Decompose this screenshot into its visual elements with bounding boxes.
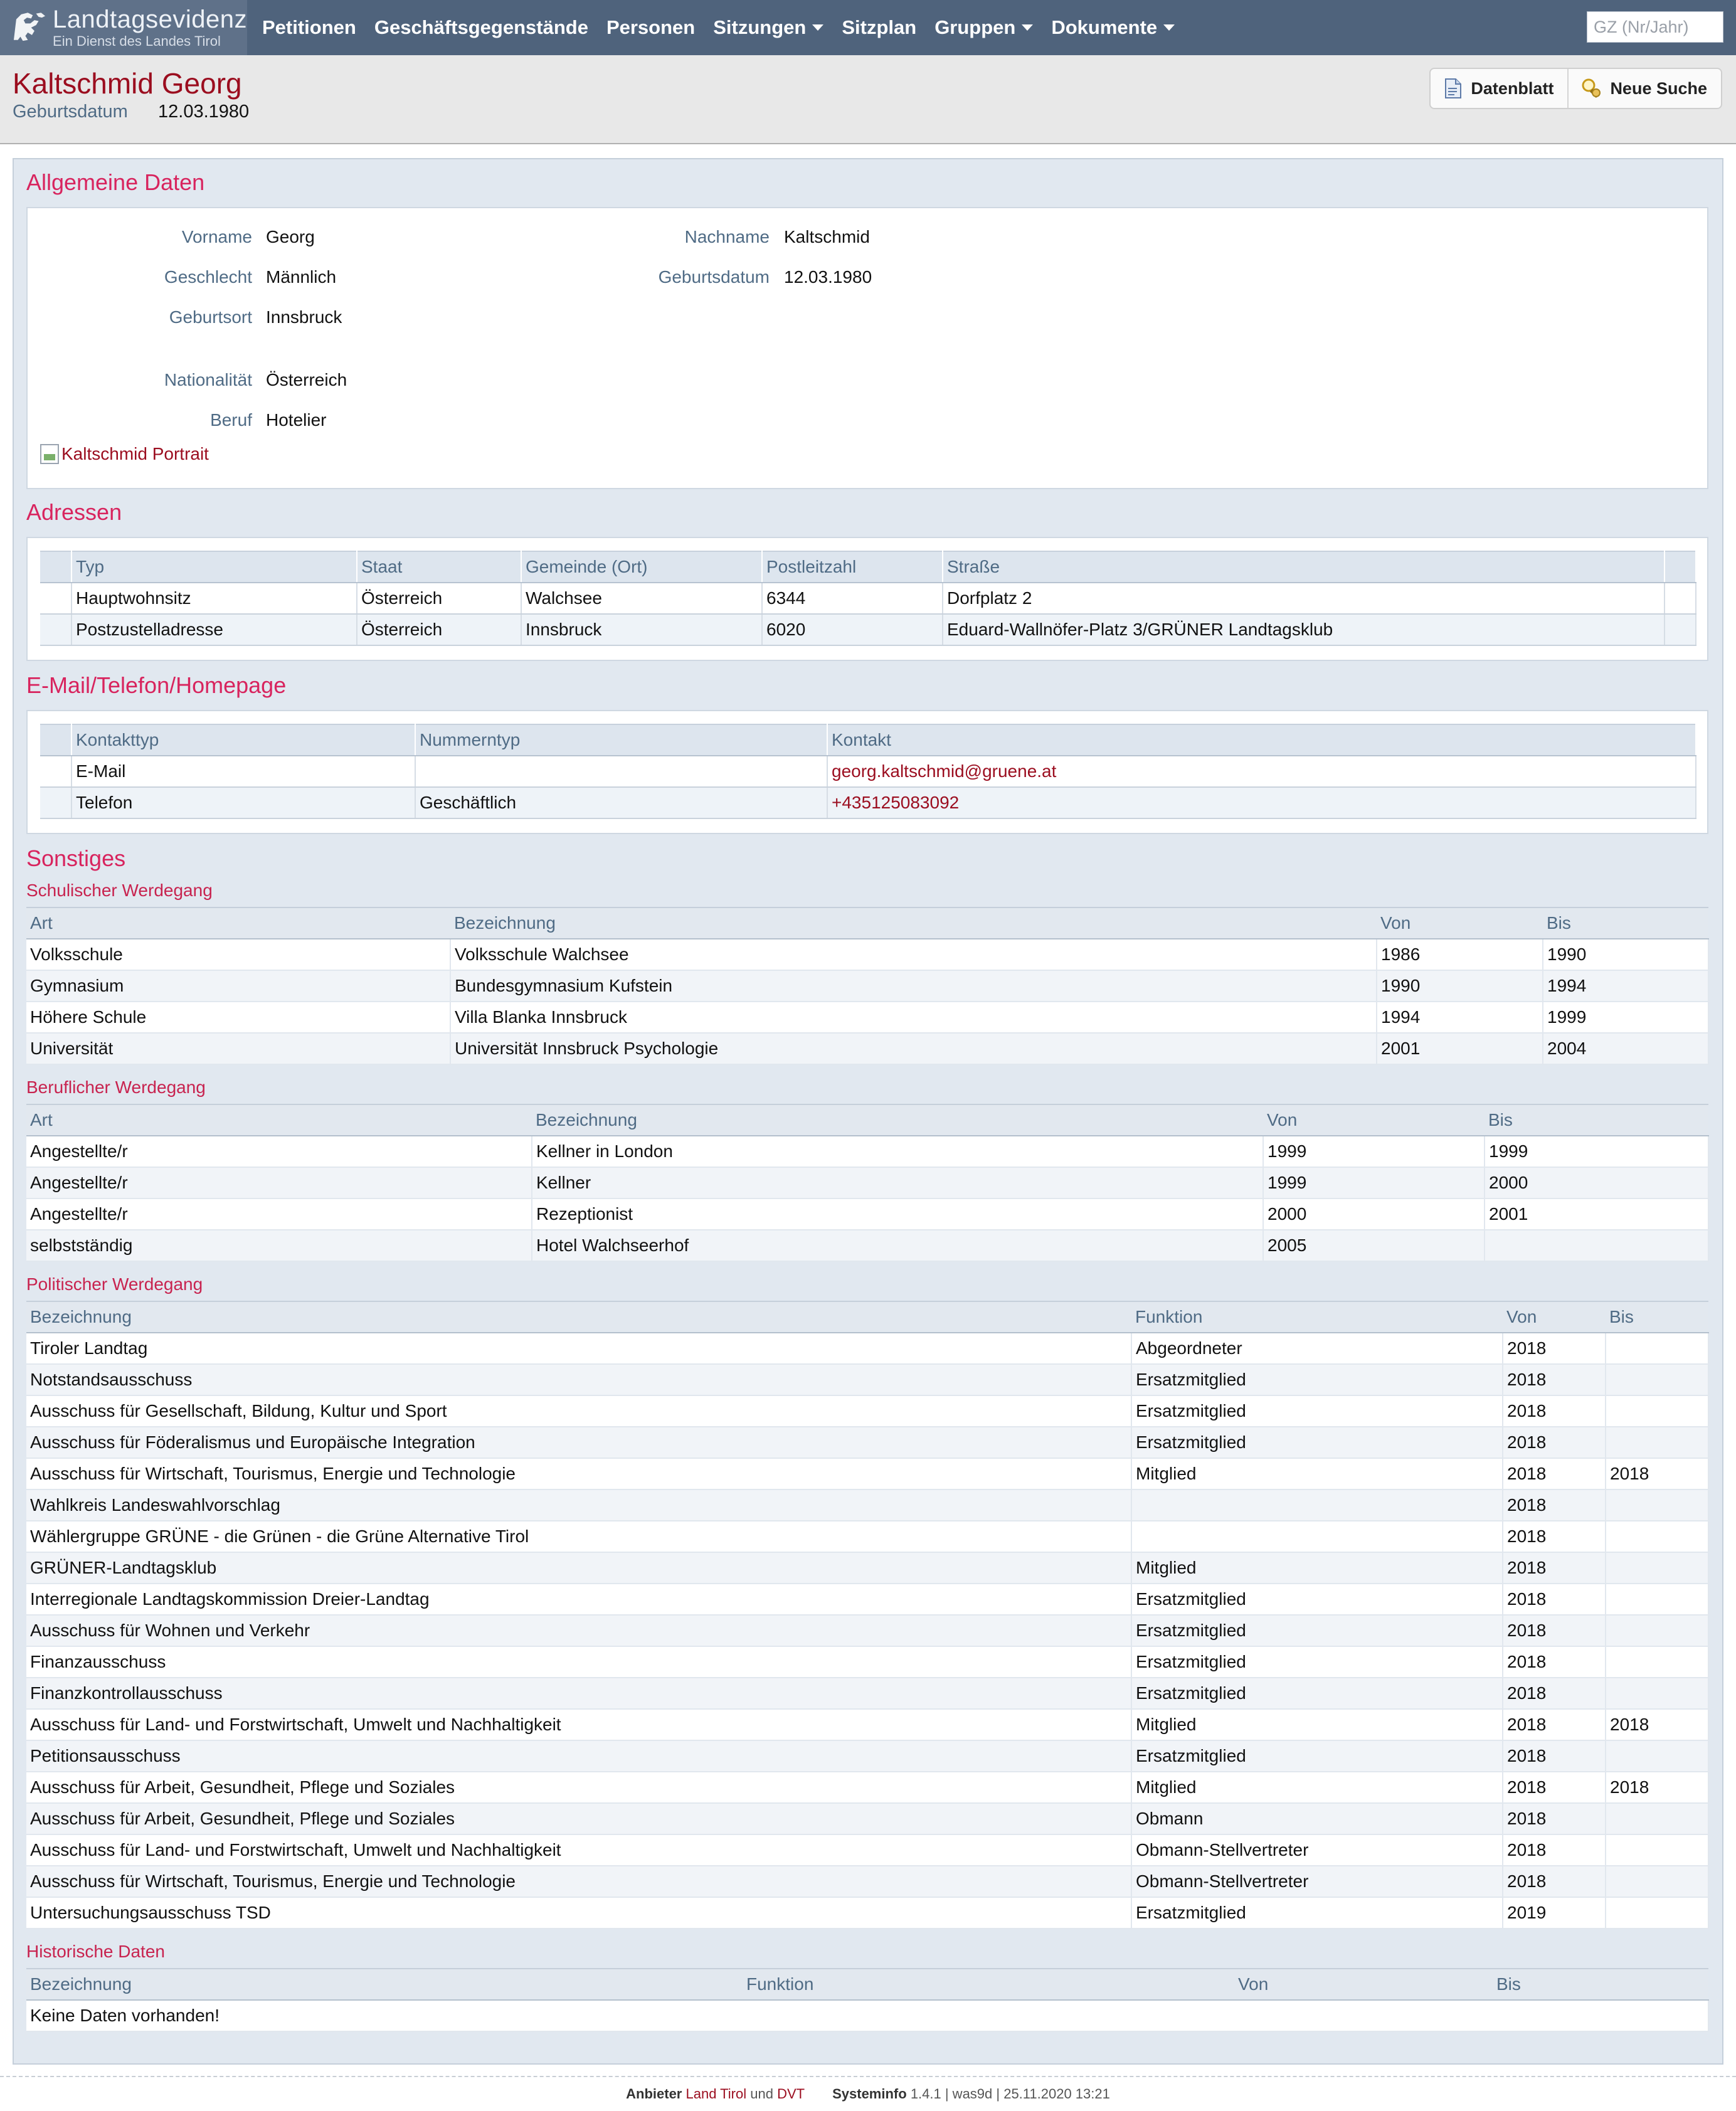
table-cell: Bundesgymnasium Kufstein bbox=[450, 970, 1377, 1002]
value-vorname: Georg bbox=[266, 227, 315, 246]
table-cell: Mitglied bbox=[1131, 1458, 1503, 1489]
beruflich-body bbox=[26, 1136, 1708, 1261]
table-cell: Ausschuss für Gesellschaft, Bildung, Kultur und Sport bbox=[26, 1395, 1131, 1427]
table-cell: Kellner in London bbox=[532, 1136, 1263, 1167]
table-row bbox=[26, 1740, 1708, 1772]
table-cell: 2018 bbox=[1503, 1803, 1606, 1834]
table-cell bbox=[40, 583, 71, 614]
table-header-cell: Bezeichnung bbox=[450, 907, 1377, 939]
table-cell: Petitionsausschuss bbox=[26, 1740, 1131, 1772]
table-cell bbox=[415, 756, 827, 787]
table-row bbox=[26, 1834, 1708, 1866]
table-cell: Gymnasium bbox=[26, 970, 450, 1002]
table-cell: Innsbruck bbox=[521, 614, 762, 645]
table-header-cell bbox=[40, 551, 71, 583]
table-cell: 2005 bbox=[1263, 1230, 1485, 1261]
table-header-cell: Nummerntyp bbox=[415, 724, 827, 756]
table-header-row bbox=[26, 1301, 1708, 1333]
table-cell: Ausschuss für Föderalismus und Europäische Integration bbox=[26, 1427, 1131, 1458]
table-cell: 2018 bbox=[1503, 1458, 1606, 1489]
schulisch-body bbox=[26, 939, 1708, 1064]
table-header-cell: Von bbox=[1377, 907, 1543, 939]
table-row bbox=[26, 1866, 1708, 1897]
table-cell: Dorfplatz 2 bbox=[943, 583, 1665, 614]
table-row bbox=[26, 1458, 1708, 1489]
table-cell: Interregionale Landtagskommission Dreier-Landtag bbox=[26, 1584, 1131, 1615]
table-cell: Ersatzmitglied bbox=[1131, 1427, 1503, 1458]
table-cell: 2000 bbox=[1485, 1167, 1708, 1198]
table-cell: Telefon bbox=[71, 787, 415, 818]
top-navbar bbox=[0, 0, 1736, 55]
table-row bbox=[40, 614, 1696, 645]
table-cell bbox=[1606, 1615, 1708, 1646]
table-cell: Kellner bbox=[532, 1167, 1263, 1198]
phone-link[interactable]: +435125083092 bbox=[827, 787, 1696, 818]
table-cell: Postzustelladresse bbox=[71, 614, 357, 645]
table-cell bbox=[1606, 1740, 1708, 1772]
table-cell: 2018 bbox=[1503, 1552, 1606, 1584]
table-cell: 2018 bbox=[1503, 1866, 1606, 1897]
table-cell bbox=[1606, 1427, 1708, 1458]
table-cell: Universität Innsbruck Psychologie bbox=[450, 1033, 1377, 1064]
table-row bbox=[26, 1364, 1708, 1395]
label-geburtsdatum: Geburtsdatum bbox=[658, 267, 770, 287]
table-cell: Angestellte/r bbox=[26, 1167, 532, 1198]
gz-search-input[interactable] bbox=[1587, 11, 1723, 43]
table-cell: Wahlkreis Landeswahlvorschlag bbox=[26, 1489, 1131, 1521]
person-header bbox=[0, 55, 1736, 144]
table-cell: 2018 bbox=[1503, 1333, 1606, 1364]
table-cell bbox=[1606, 1678, 1708, 1709]
table-header-cell: Von bbox=[1263, 1104, 1485, 1136]
search-user-icon bbox=[1581, 78, 1602, 99]
table-cell: Ausschuss für Arbeit, Gesundheit, Pflege und Soziales bbox=[26, 1772, 1131, 1803]
table-cell: Ersatzmitglied bbox=[1131, 1364, 1503, 1395]
footer-systeminfo: 1.4.1 | was9d | 25.11.2020 13:21 bbox=[910, 2086, 1110, 2102]
table-cell bbox=[40, 614, 71, 645]
table-cell: 1999 bbox=[1263, 1136, 1485, 1167]
neue-suche-label: Neue Suche bbox=[1610, 78, 1707, 98]
table-cell bbox=[1606, 1897, 1708, 1928]
value-beruf: Hotelier bbox=[266, 410, 327, 430]
table-row bbox=[26, 1033, 1708, 1064]
nav-sitzungen-label: Sitzungen bbox=[713, 16, 807, 38]
kontakt-box bbox=[26, 710, 1708, 834]
datenblatt-button[interactable] bbox=[1431, 69, 1567, 108]
table-header-cell: Art bbox=[26, 907, 450, 939]
table-cell: E-Mail bbox=[71, 756, 415, 787]
header-birthdate-value: 12.03.1980 bbox=[158, 102, 250, 122]
table-cell: Villa Blanka Innsbruck bbox=[450, 1002, 1377, 1033]
table-row bbox=[26, 970, 1708, 1002]
label-geschlecht: Geschlecht bbox=[164, 267, 252, 287]
table-header-cell: Bezeichnung bbox=[532, 1104, 1263, 1136]
nav-dokumente-label: Dokumente bbox=[1051, 16, 1158, 38]
table-header-row bbox=[26, 1104, 1708, 1136]
table-cell: Hauptwohnsitz bbox=[71, 583, 357, 614]
table-header-row bbox=[40, 551, 1696, 583]
table-cell: Hotel Walchseerhof bbox=[532, 1230, 1263, 1261]
table-cell: 2000 bbox=[1263, 1198, 1485, 1230]
table-cell: Abgeordneter bbox=[1131, 1333, 1503, 1364]
nav-personen[interactable]: Personen bbox=[606, 16, 696, 38]
table-row bbox=[26, 1489, 1708, 1521]
table-cell: Volksschule bbox=[26, 939, 450, 970]
section-title-sonstiges: Sonstiges bbox=[26, 845, 126, 871]
table-cell bbox=[1131, 1489, 1503, 1521]
table-row bbox=[26, 1584, 1708, 1615]
brand-title: Landtagsevidenz bbox=[53, 6, 247, 33]
table-row bbox=[26, 1521, 1708, 1552]
table-header-cell: Bis bbox=[1543, 907, 1708, 939]
caret-down-icon bbox=[1163, 24, 1175, 31]
header-birthdate-label: Geburtsdatum bbox=[13, 102, 128, 122]
table-cell: Ersatzmitglied bbox=[1131, 1395, 1503, 1427]
table-cell bbox=[1606, 1803, 1708, 1834]
table-row bbox=[26, 1678, 1708, 1709]
table-cell: 1990 bbox=[1377, 970, 1543, 1002]
brand-logo-link[interactable] bbox=[0, 0, 247, 55]
footer-anbieter-label: Anbieter bbox=[626, 2086, 682, 2102]
table-cell: Ersatzmitglied bbox=[1131, 1646, 1503, 1678]
table-header-cell: Kontakt bbox=[827, 724, 1696, 756]
table-header-cell: Typ bbox=[71, 551, 357, 583]
table-cell: 2018 bbox=[1503, 1709, 1606, 1740]
main-menu bbox=[262, 0, 1193, 55]
value-geburtsort: Innsbruck bbox=[266, 307, 342, 327]
footer-dvt-link[interactable]: DVT bbox=[777, 2086, 805, 2102]
table-cell: 2018 bbox=[1503, 1364, 1606, 1395]
table-row bbox=[26, 1897, 1708, 1928]
table-cell: Ersatzmitglied bbox=[1131, 1615, 1503, 1646]
table-cell: 1999 bbox=[1485, 1136, 1708, 1167]
table-row bbox=[26, 1198, 1708, 1230]
subsection-title-historisch: Historische Daten bbox=[26, 1942, 165, 1961]
value-nationalitaet: Österreich bbox=[266, 370, 347, 389]
table-row bbox=[26, 1646, 1708, 1678]
table-cell: Höhere Schule bbox=[26, 1002, 450, 1033]
empty-table-message: Keine Daten vorhanden! bbox=[26, 2000, 1708, 2031]
nav-sitzplan[interactable]: Sitzplan bbox=[842, 16, 917, 38]
table-cell: Universität bbox=[26, 1033, 450, 1064]
table-cell: Ersatzmitglied bbox=[1131, 1584, 1503, 1615]
table-header-row bbox=[26, 907, 1708, 939]
table-cell bbox=[1606, 1333, 1708, 1364]
table-cell: Rezeptionist bbox=[532, 1198, 1263, 1230]
allgemeine-daten-box bbox=[26, 207, 1708, 489]
table-cell: 2001 bbox=[1485, 1198, 1708, 1230]
table-cell: Wählergruppe GRÜNE - die Grünen - die Grüne Alternative Tirol bbox=[26, 1521, 1131, 1552]
historisch-table bbox=[26, 1968, 1709, 2032]
label-nachname: Nachname bbox=[684, 227, 770, 246]
table-cell bbox=[40, 756, 71, 787]
nav-dokumente-dropdown[interactable] bbox=[1051, 16, 1175, 39]
value-nachname: Kaltschmid bbox=[784, 227, 870, 246]
tyrol-eagle-logo-icon bbox=[11, 3, 48, 53]
nav-sitzungen-dropdown[interactable] bbox=[713, 16, 823, 39]
table-cell: Walchsee bbox=[521, 583, 762, 614]
section-title-allgemeine-daten: Allgemeine Daten bbox=[26, 169, 205, 195]
table-row bbox=[26, 1615, 1708, 1646]
table-cell bbox=[1665, 614, 1696, 645]
table-cell: Angestellte/r bbox=[26, 1136, 532, 1167]
table-row bbox=[26, 939, 1708, 970]
kontakt-table bbox=[40, 724, 1696, 819]
table-header-cell: Gemeinde (Ort) bbox=[521, 551, 762, 583]
table-cell: 6020 bbox=[762, 614, 943, 645]
table-cell: 2018 bbox=[1503, 1615, 1606, 1646]
footer-land-tirol-link[interactable]: Land Tirol bbox=[685, 2086, 747, 2102]
table-cell bbox=[1485, 1230, 1708, 1261]
table-row bbox=[26, 1427, 1708, 1458]
table-cell: Ersatzmitglied bbox=[1131, 1897, 1503, 1928]
table-header-cell: Funktion bbox=[743, 1969, 1234, 2000]
value-geburtsdatum: 12.03.1980 bbox=[784, 267, 872, 287]
label-geburtsort: Geburtsort bbox=[169, 307, 252, 327]
nav-geschaeftsgegenstaende[interactable]: Geschäftsgegenstände bbox=[374, 16, 588, 38]
table-cell: Österreich bbox=[357, 614, 521, 645]
table-row bbox=[26, 1333, 1708, 1364]
table-cell: 2018 bbox=[1503, 1395, 1606, 1427]
table-row bbox=[26, 1395, 1708, 1427]
table-cell: Ersatzmitglied bbox=[1131, 1678, 1503, 1709]
table-cell: Ausschuss für Arbeit, Gesundheit, Pflege und Soziales bbox=[26, 1803, 1131, 1834]
table-cell: 1999 bbox=[1543, 1002, 1708, 1033]
table-row bbox=[26, 1002, 1708, 1033]
subsection-title-beruflich: Beruflicher Werdegang bbox=[26, 1077, 206, 1097]
caret-down-icon bbox=[1022, 24, 1033, 31]
email-link[interactable]: georg.kaltschmid@gruene.at bbox=[827, 756, 1696, 787]
table-header-cell: Straße bbox=[943, 551, 1665, 583]
table-cell bbox=[1606, 1521, 1708, 1552]
section-title-kontakt: E-Mail/Telefon/Homepage bbox=[26, 672, 287, 698]
table-cell: Tiroler Landtag bbox=[26, 1333, 1131, 1364]
table-cell: Geschäftlich bbox=[415, 787, 827, 818]
table-cell: 1990 bbox=[1543, 939, 1708, 970]
table-cell: 2001 bbox=[1377, 1033, 1543, 1064]
table-header-cell: Art bbox=[26, 1104, 532, 1136]
table-cell bbox=[1606, 1552, 1708, 1584]
table-header-row bbox=[40, 724, 1696, 756]
table-cell bbox=[1665, 583, 1696, 614]
table-row bbox=[26, 1136, 1708, 1167]
table-row bbox=[40, 583, 1696, 614]
politisch-table bbox=[26, 1301, 1709, 1929]
main-panel bbox=[13, 158, 1723, 2065]
table-cell: Notstandsausschuss bbox=[26, 1364, 1131, 1395]
table-cell: 2018 bbox=[1503, 1740, 1606, 1772]
nav-petitionen[interactable]: Petitionen bbox=[262, 16, 356, 38]
table-header-cell: Von bbox=[1234, 1969, 1493, 2000]
table-header-cell: Bis bbox=[1493, 1969, 1708, 2000]
caret-down-icon bbox=[812, 24, 823, 31]
nav-gruppen-label: Gruppen bbox=[934, 16, 1016, 38]
table-row bbox=[40, 787, 1696, 818]
table-cell: 1986 bbox=[1377, 939, 1543, 970]
nav-gruppen-dropdown[interactable] bbox=[934, 16, 1033, 39]
table-cell bbox=[1606, 1489, 1708, 1521]
table-cell: 1994 bbox=[1543, 970, 1708, 1002]
table-cell: 2018 bbox=[1606, 1709, 1708, 1740]
table-cell: 1999 bbox=[1263, 1167, 1485, 1198]
table-row bbox=[26, 1230, 1708, 1261]
table-header-cell: Postleitzahl bbox=[762, 551, 943, 583]
footer-systeminfo-label: Systeminfo bbox=[832, 2086, 907, 2102]
table-header-cell: Kontakttyp bbox=[71, 724, 415, 756]
header-button-group bbox=[1429, 68, 1722, 109]
table-cell bbox=[1606, 1584, 1708, 1615]
table-cell bbox=[1606, 1866, 1708, 1897]
table-cell bbox=[1606, 1364, 1708, 1395]
table-header-cell: Bis bbox=[1485, 1104, 1708, 1136]
label-beruf: Beruf bbox=[210, 410, 252, 430]
portrait-alt-text: Kaltschmid Portrait bbox=[61, 444, 209, 463]
footer-und: und bbox=[750, 2086, 773, 2102]
document-icon bbox=[1443, 78, 1463, 99]
table-cell bbox=[1606, 1395, 1708, 1427]
table-cell: 2004 bbox=[1543, 1033, 1708, 1064]
table-cell: 2018 bbox=[1503, 1646, 1606, 1678]
table-cell: Österreich bbox=[357, 583, 521, 614]
table-cell: Obmann-Stellvertreter bbox=[1131, 1866, 1503, 1897]
table-cell bbox=[1606, 1834, 1708, 1866]
table-cell: selbstständig bbox=[26, 1230, 532, 1261]
subsection-title-politisch: Politischer Werdegang bbox=[26, 1274, 203, 1294]
broken-image-icon bbox=[40, 444, 59, 464]
table-cell: Ausschuss für Land- und Forstwirtschaft, Umwelt und Nachhaltigkeit bbox=[26, 1709, 1131, 1740]
table-header-cell: Bis bbox=[1606, 1301, 1708, 1333]
table-cell: Obmann-Stellvertreter bbox=[1131, 1834, 1503, 1866]
table-cell: 1994 bbox=[1377, 1002, 1543, 1033]
table-row bbox=[26, 2000, 1708, 2031]
table-row bbox=[26, 1803, 1708, 1834]
table-cell: Finanzkontrollausschuss bbox=[26, 1678, 1131, 1709]
table-cell bbox=[1131, 1521, 1503, 1552]
beruflich-table bbox=[26, 1104, 1709, 1262]
table-cell: 2018 bbox=[1606, 1458, 1708, 1489]
table-cell: Angestellte/r bbox=[26, 1198, 532, 1230]
schulisch-table bbox=[26, 907, 1709, 1065]
table-cell: 2018 bbox=[1503, 1772, 1606, 1803]
table-cell: 2018 bbox=[1503, 1834, 1606, 1866]
adressen-table bbox=[40, 551, 1696, 646]
value-geschlecht: Männlich bbox=[266, 267, 337, 287]
table-header-cell bbox=[40, 724, 71, 756]
table-header-cell: Von bbox=[1503, 1301, 1606, 1333]
table-cell: Ausschuss für Land- und Forstwirtschaft, Umwelt und Nachhaltigkeit bbox=[26, 1834, 1131, 1866]
person-name: Kaltschmid Georg bbox=[13, 67, 242, 100]
table-cell: Mitglied bbox=[1131, 1772, 1503, 1803]
table-cell: Ausschuss für Wirtschaft, Tourismus, Energie und Technologie bbox=[26, 1866, 1131, 1897]
table-cell: Mitglied bbox=[1131, 1709, 1503, 1740]
table-cell: 2018 bbox=[1503, 1678, 1606, 1709]
label-vorname: Vorname bbox=[181, 227, 252, 246]
page-footer bbox=[0, 2076, 1736, 2111]
table-cell: Finanzausschuss bbox=[26, 1646, 1131, 1678]
table-cell: 2018 bbox=[1503, 1489, 1606, 1521]
table-cell: 2019 bbox=[1503, 1897, 1606, 1928]
table-cell: 6344 bbox=[762, 583, 943, 614]
table-header-cell bbox=[1665, 551, 1696, 583]
table-cell: Obmann bbox=[1131, 1803, 1503, 1834]
section-title-adressen: Adressen bbox=[26, 499, 122, 525]
table-header-cell: Staat bbox=[357, 551, 521, 583]
adressen-box bbox=[26, 537, 1708, 661]
table-cell: GRÜNER-Landtagsklub bbox=[26, 1552, 1131, 1584]
table-cell: Volksschule Walchsee bbox=[450, 939, 1377, 970]
table-cell: 2018 bbox=[1503, 1521, 1606, 1552]
table-cell bbox=[40, 787, 71, 818]
datenblatt-label: Datenblatt bbox=[1471, 78, 1554, 98]
table-row bbox=[26, 1709, 1708, 1740]
table-cell: 2018 bbox=[1503, 1427, 1606, 1458]
label-nationalitaet: Nationalität bbox=[164, 370, 252, 389]
table-cell: Ersatzmitglied bbox=[1131, 1740, 1503, 1772]
table-header-cell: Funktion bbox=[1131, 1301, 1503, 1333]
table-row bbox=[26, 1552, 1708, 1584]
table-cell bbox=[1606, 1646, 1708, 1678]
subsection-title-schulisch: Schulischer Werdegang bbox=[26, 881, 213, 900]
neue-suche-button[interactable] bbox=[1567, 69, 1721, 108]
table-cell: Eduard-Wallnöfer-Platz 3/GRÜNER Landtagsklub bbox=[943, 614, 1665, 645]
table-header-cell: Bezeichnung bbox=[26, 1301, 1131, 1333]
table-cell: Ausschuss für Wohnen und Verkehr bbox=[26, 1615, 1131, 1646]
table-cell: 2018 bbox=[1503, 1584, 1606, 1615]
table-cell: Ausschuss für Wirtschaft, Tourismus, Energie und Technologie bbox=[26, 1458, 1131, 1489]
table-header-row bbox=[26, 1969, 1708, 2000]
table-header-cell: Bezeichnung bbox=[26, 1969, 743, 2000]
table-row bbox=[26, 1772, 1708, 1803]
politisch-body bbox=[26, 1333, 1708, 1928]
table-cell: Untersuchungsausschuss TSD bbox=[26, 1897, 1131, 1928]
table-cell: 2018 bbox=[1606, 1772, 1708, 1803]
brand-subtitle: Ein Dienst des Landes Tirol bbox=[53, 33, 221, 49]
table-row bbox=[40, 756, 1696, 787]
portrait-image bbox=[40, 444, 209, 464]
table-row bbox=[26, 1167, 1708, 1198]
table-cell: Mitglied bbox=[1131, 1552, 1503, 1584]
